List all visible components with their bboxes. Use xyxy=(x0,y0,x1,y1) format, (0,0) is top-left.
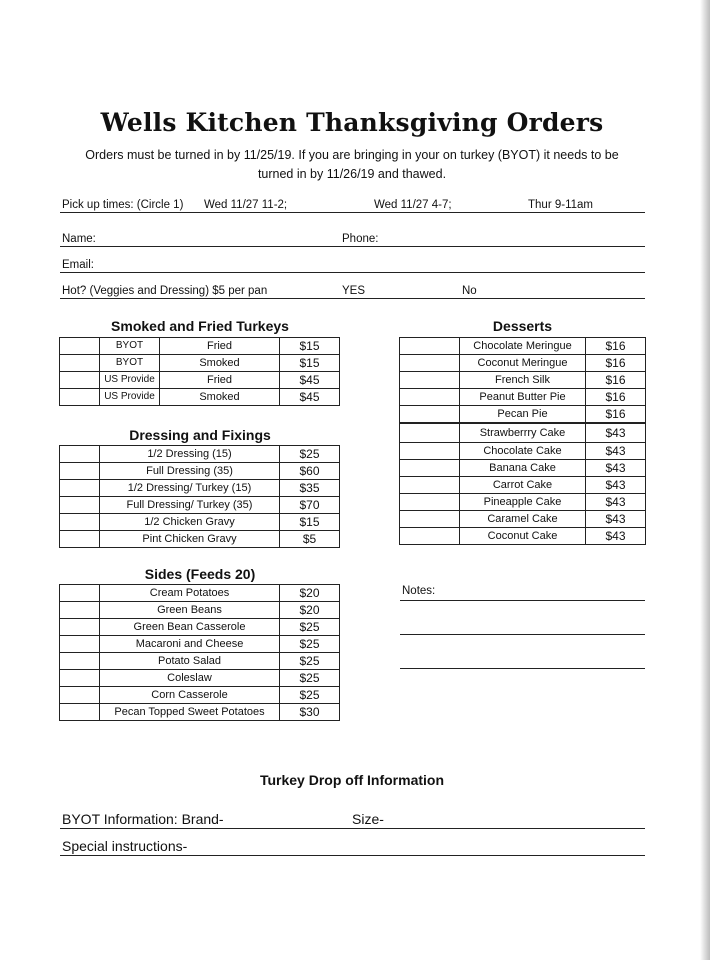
item-price: $25 xyxy=(280,636,340,653)
item-price: $45 xyxy=(280,389,340,406)
quantity-cell[interactable] xyxy=(400,511,460,528)
item-price: $16 xyxy=(586,355,646,372)
item-price: $25 xyxy=(280,446,340,463)
quantity-cell[interactable] xyxy=(400,528,460,545)
item-name: Green Beans xyxy=(100,602,280,619)
hot-no-option[interactable]: No xyxy=(462,285,477,297)
notes-line[interactable] xyxy=(400,668,645,669)
item-name: Full Dressing/ Turkey (35) xyxy=(100,497,280,514)
item-name: Chocolate Cake xyxy=(460,443,586,460)
table-row xyxy=(400,443,646,460)
item-price: $30 xyxy=(280,704,340,721)
quantity-cell[interactable] xyxy=(60,704,100,721)
item-price: $16 xyxy=(586,372,646,389)
item-name: Caramel Cake xyxy=(460,511,586,528)
item-price: $5 xyxy=(280,531,340,548)
page-edge-shadow xyxy=(700,0,710,960)
item-name: Corn Casserole xyxy=(100,687,280,704)
item-name: Pint Chicken Gravy xyxy=(100,531,280,548)
table-row xyxy=(400,338,646,355)
item-price: $20 xyxy=(280,602,340,619)
quantity-cell[interactable] xyxy=(60,338,100,355)
item-name: Pecan Topped Sweet Potatoes xyxy=(100,704,280,721)
item-name: 1/2 Dressing (15) xyxy=(100,446,280,463)
table-row xyxy=(400,423,646,443)
item-price: $43 xyxy=(586,443,646,460)
notes-line[interactable] xyxy=(400,600,645,601)
item-name: Strawberrry Cake xyxy=(460,423,586,443)
item-price: $35 xyxy=(280,480,340,497)
quantity-cell[interactable] xyxy=(400,494,460,511)
table-row xyxy=(60,355,340,372)
quantity-cell[interactable] xyxy=(400,443,460,460)
table-row xyxy=(60,602,340,619)
item-price: $15 xyxy=(280,355,340,372)
quantity-cell[interactable] xyxy=(60,653,100,670)
item-price: $25 xyxy=(280,619,340,636)
byot-size-label: Size- xyxy=(352,811,384,827)
table-row xyxy=(400,355,646,372)
desserts-table xyxy=(399,337,646,545)
table-row xyxy=(60,463,340,480)
desserts-heading: Desserts xyxy=(492,318,553,334)
item-name: Macaroni and Cheese xyxy=(100,636,280,653)
table-row xyxy=(400,389,646,406)
item-price: $60 xyxy=(280,463,340,480)
hot-label: Hot? (Veggies and Dressing) $5 per pan xyxy=(62,285,268,297)
quantity-cell[interactable] xyxy=(60,389,100,406)
turkey-type: US Provide xyxy=(100,372,160,389)
email-row[interactable] xyxy=(60,256,645,273)
item-name: Pecan Pie xyxy=(460,406,586,424)
item-name: Banana Cake xyxy=(460,460,586,477)
item-name: Peanut Butter Pie xyxy=(460,389,586,406)
item-price: $25 xyxy=(280,687,340,704)
table-row xyxy=(60,514,340,531)
name-label: Name: xyxy=(62,233,96,245)
quantity-cell[interactable] xyxy=(400,406,460,424)
table-row xyxy=(60,480,340,497)
phone-label: Phone: xyxy=(342,233,379,245)
quantity-cell[interactable] xyxy=(60,497,100,514)
item-name: Cream Potatoes xyxy=(100,585,280,602)
item-price: $43 xyxy=(586,494,646,511)
item-price: $43 xyxy=(586,528,646,545)
quantity-cell[interactable] xyxy=(400,460,460,477)
turkey-type: BYOT xyxy=(100,338,160,355)
quantity-cell[interactable] xyxy=(60,514,100,531)
item-price: $43 xyxy=(586,423,646,443)
page-title: Wells Kitchen Thanksgiving Orders xyxy=(100,108,604,137)
dressing-heading: Dressing and Fixings xyxy=(129,427,271,443)
table-row xyxy=(400,460,646,477)
pickup-option-thur-morning[interactable]: Thur 9-11am xyxy=(528,199,593,211)
item-name: French Silk xyxy=(460,372,586,389)
hot-option-row xyxy=(60,282,645,299)
item-name: Potato Salad xyxy=(100,653,280,670)
quantity-cell[interactable] xyxy=(60,446,100,463)
table-row xyxy=(400,528,646,545)
table-row xyxy=(400,477,646,494)
item-price: $43 xyxy=(586,477,646,494)
table-row xyxy=(60,446,340,463)
table-row xyxy=(60,338,340,355)
quantity-cell[interactable] xyxy=(60,531,100,548)
pickup-label: Pick up times: (Circle 1) xyxy=(62,199,184,211)
notes-label: Notes: xyxy=(402,585,436,597)
item-price: $25 xyxy=(280,653,340,670)
quantity-cell[interactable] xyxy=(400,389,460,406)
item-name: Chocolate Meringue xyxy=(460,338,586,355)
quantity-cell[interactable] xyxy=(60,619,100,636)
table-row xyxy=(400,372,646,389)
turkey-type: US Provide xyxy=(100,389,160,406)
item-name: 1/2 Dressing/ Turkey (15) xyxy=(100,480,280,497)
quantity-cell[interactable] xyxy=(60,687,100,704)
item-price: $43 xyxy=(586,460,646,477)
quantity-cell[interactable] xyxy=(60,372,100,389)
item-name: 1/2 Chicken Gravy xyxy=(100,514,280,531)
table-row xyxy=(60,531,340,548)
quantity-cell[interactable] xyxy=(60,463,100,480)
table-row xyxy=(60,619,340,636)
table-row xyxy=(60,636,340,653)
table-row xyxy=(60,497,340,514)
table-row xyxy=(60,670,340,687)
item-name: Coleslaw xyxy=(100,670,280,687)
item-name: Carrot Cake xyxy=(460,477,586,494)
item-price: $70 xyxy=(280,497,340,514)
quantity-cell[interactable] xyxy=(60,355,100,372)
table-row xyxy=(60,585,340,602)
turkeys-table xyxy=(59,337,340,406)
quantity-cell[interactable] xyxy=(400,338,460,355)
quantity-cell[interactable] xyxy=(60,636,100,653)
special-instructions-row[interactable] xyxy=(60,835,645,856)
notes-line[interactable] xyxy=(400,634,645,635)
quantity-cell[interactable] xyxy=(400,355,460,372)
sides-heading: Sides (Feeds 20) xyxy=(144,566,256,582)
quantity-cell[interactable] xyxy=(60,670,100,687)
turkeys-heading: Smoked and Fried Turkeys xyxy=(111,318,289,334)
turkey-style: Smoked xyxy=(160,355,280,372)
item-price: $16 xyxy=(586,406,646,424)
item-price: $25 xyxy=(280,670,340,687)
item-name: Pineapple Cake xyxy=(460,494,586,511)
item-name: Coconut Meringue xyxy=(460,355,586,372)
order-notice: Orders must be turned in by 11/25/19. If you are bringing in your on turkey (BYOT) it needs to be turned in by 11/26/19 and thawed. xyxy=(85,148,619,181)
table-row xyxy=(60,704,340,721)
item-price: $16 xyxy=(586,338,646,355)
table-row xyxy=(400,511,646,528)
item-name: Coconut Cake xyxy=(460,528,586,545)
table-row xyxy=(60,687,340,704)
item-price: $15 xyxy=(280,514,340,531)
byot-info-row[interactable] xyxy=(60,808,645,829)
pickup-option-wed-midday[interactable]: Wed 11/27 11-2; xyxy=(204,199,288,211)
pickup-times-row xyxy=(60,196,645,213)
item-price: $15 xyxy=(280,338,340,355)
special-instructions-label: Special instructions- xyxy=(62,838,188,854)
quantity-cell[interactable] xyxy=(60,480,100,497)
byot-brand-label: BYOT Information: Brand- xyxy=(62,811,224,827)
table-row xyxy=(60,372,340,389)
turkey-style: Fried xyxy=(160,338,280,355)
table-row xyxy=(60,389,340,406)
item-name: Green Bean Casserole xyxy=(100,619,280,636)
item-price: $45 xyxy=(280,372,340,389)
dressing-table xyxy=(59,445,340,548)
quantity-cell[interactable] xyxy=(400,477,460,494)
quantity-cell[interactable] xyxy=(60,585,100,602)
quantity-cell[interactable] xyxy=(400,372,460,389)
hot-yes-option[interactable]: YES xyxy=(342,285,366,297)
sides-table xyxy=(59,584,340,721)
item-name: Full Dressing (35) xyxy=(100,463,280,480)
turkey-type: BYOT xyxy=(100,355,160,372)
turkey-style: Fried xyxy=(160,372,280,389)
name-phone-row[interactable] xyxy=(60,230,645,247)
table-row xyxy=(400,494,646,511)
dropoff-heading: Turkey Drop off Information xyxy=(259,772,445,788)
item-price: $20 xyxy=(280,585,340,602)
item-price: $16 xyxy=(586,389,646,406)
pickup-option-wed-evening[interactable]: Wed 11/27 4-7; xyxy=(374,199,452,211)
email-label: Email: xyxy=(62,259,94,271)
quantity-cell[interactable] xyxy=(400,423,460,443)
item-price: $43 xyxy=(586,511,646,528)
table-row xyxy=(400,406,646,424)
turkey-style: Smoked xyxy=(160,389,280,406)
table-row xyxy=(60,653,340,670)
quantity-cell[interactable] xyxy=(60,602,100,619)
